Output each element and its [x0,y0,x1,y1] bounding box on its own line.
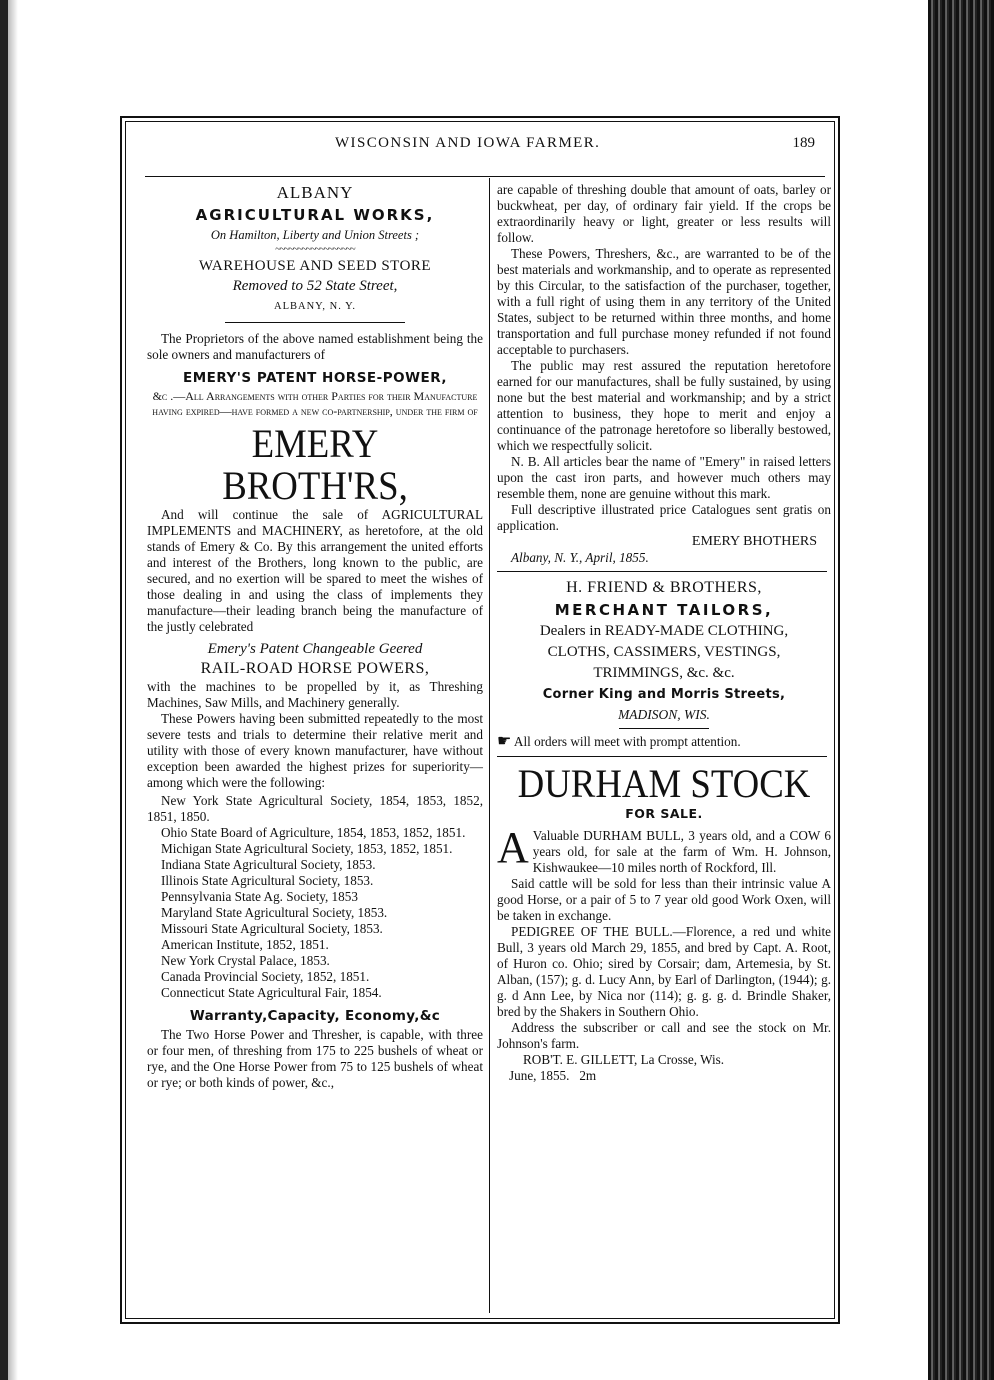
page-edges [928,0,994,1380]
dealers-line-3: TRIMMINGS, &c. &c. [593,665,735,681]
award-item: American Institute, 1852, 1851. [161,937,329,952]
signature-line: EMERY BHOTHERS [691,534,817,549]
catalogues-paragraph: Full descriptive illustrated price Catalogues sent gratis on application. [497,502,831,533]
warranty-paragraph: These Powers, Threshers, &c., are warranted to be of the best materials and workmanship, and to operate as represented by this Circular, to the satisfaction of the purchaser, together, with a full right of using them in any territory of the United States, subject to be returned within three months, and home transportation and full purchase money refunded if not found acceptable to purchasers. [497,246,831,357]
patent-heading: EMERY'S PATENT HORSE-POWER, [182,370,448,386]
page-number: 189 [792,135,815,151]
albany-heading: ALBANY [276,183,354,202]
award-item: Indiana State Agricultural Society, 1853. [161,857,376,872]
removed-line: Removed to 52 State Street, [232,278,398,294]
railroad-heading: RAIL-ROAD HORSE POWERS, [200,660,430,677]
ornament-wavy: ~~~~~~~~~~~~~~~~~~ [275,244,355,255]
capacity-continued: are capable of threshing double that amount of oats, barley or buckwheat, per day, of ordinary fair yield. If the crops be extraordinarily heavy or light, greater or less results will follow. [497,182,831,245]
dealers-line-1: Dealers in READY-MADE CLOTHING, [539,623,789,639]
changeable-line: Emery's Patent Changeable Geered [207,641,423,657]
short-rule [619,728,709,729]
machines-paragraph: with the machines to be propelled by it, as Threshing Machines, Saw Mills, and Machinery generally. [147,679,483,710]
friend-heading: H. FRIEND & BROTHERS, [566,579,762,596]
corner-line: Corner King and Morris Streets, [542,687,786,702]
dateline: Albany, N. Y., April, 1855. [511,550,649,565]
right-column [497,182,831,1084]
drop-cap: A [497,823,529,872]
city-line: ALBANY, N. Y. [274,301,356,312]
award-item: Ohio State Board of Agriculture, 1854, 1853, 1852, 1851. [161,825,466,840]
orders-line: All orders will meet with prompt attention. [513,734,741,749]
award-item: Michigan State Agricultural Society, 1853, 1852, 1851. [161,841,453,856]
nb-paragraph: N. B. All articles bear the name of "Emery" in raised letters upon the cast iron parts, and however much others may resemble them, none are genuine without this mark. [497,454,831,501]
running-header [135,135,825,157]
works-heading: AGRICULTURAL WORKS, [195,206,435,224]
column-rule [489,178,490,1313]
tailors-heading: MERCHANT TAILORS, [554,601,774,619]
ad-separator-2 [497,756,827,757]
award-item: Illinois State Agricultural Society, 1853. [161,873,374,888]
june-line: June, 1855. 2m [509,1068,597,1083]
pedigree-paragraph: PEDIGREE OF THE BULL.—Florence, a red und white Bull, 3 years old March 29, 1855, and bred by Capt. A. Root, of Huron co. Ohio; sired by Corsair; dam, Artemesia, by St. Alban, (157); g. d. Lucy Ann, by Earl of Darlington, (1944); g. g. d Ann Lee, by Nica nor (114); g. g. g. d. Brindle Shaker, bred by the Shakers in Southern Ohio. [497,924,831,1019]
capacity-paragraph: The Two Horse Power and Thresher, is capable, with three or four men, of threshing from 175 to 225 bushels of wheat or rye, and the One Horse Power from 75 to 125 bushels of wheat or rye; or both kinds of power, &c., [147,1027,483,1090]
firm-name-heading: EMERY BROTH'RS, [222,421,408,508]
award-item: Maryland State Agricultural Society, 1853. [161,905,388,920]
sale-paragraph: And will continue the sale of AGRICULTURAL IMPLEMENTS and MACHINERY, as heretofore, at the old stands of Emery & Co. By this arrangement the united efforts and interest of the Brothers, long known to the public, are secured, and no exertion will be spared to meet the wishes of those dealing in and using the class of implements they manufacture—their leading branch being the manufacture of the justly celebrated [147,507,483,634]
left-column [147,182,483,1091]
book-gutter [0,0,8,1380]
dealers-line-2: CLOTHS, CASSIMERS, VESTINGS, [547,644,781,660]
award-item: Connecticut State Agricultural Fair, 1854. [161,985,382,1000]
for-sale-line: FOR SALE. [625,806,703,821]
award-item: Pennsylvania State Ag. Society, 1853 [161,889,358,904]
awards-list [147,793,483,1001]
arrangements-paragraph: &c .—All Arrangements with other Parties for their Manufacture having expired—have formed a new co-partnership, under the firm of [152,389,478,418]
trials-paragraph: These Powers having been submitted repeatedly to the most severe tests and trials to determine their relative merit and utility with those of every known manufacturer, have without exception been awarded the highest prizes for superiority—among which were the following: [147,711,483,790]
gillett-line: ROB'T. E. GILLETT, La Crosse, Wis. [523,1052,725,1067]
ad-separator [497,571,827,572]
award-item: New York State Agricultural Society, 1854, 1853, 1852, 1851, 1850. [147,793,483,824]
bull-paragraph: Valuable DURHAM BULL, 3 years old, and a COW 6 years old, for sale at the farm of Wm. H. Johnson, Kishwaukee—10 miles north of Rockford, Ill. [532,828,831,875]
reputation-paragraph: The public may rest assured the reputation heretofore earned for our manufactures, shall be fully sustained, by using none but the best material and workmanship; and by a strict attention to business, they hope to merit and enjoy a continuance of the patronage heretofore so liberally bestowed, which we respectfully solicit. [497,358,831,453]
intro-paragraph: The Proprietors of the above named establishment being the sole owners and manufacturers of [147,331,483,362]
cattle-paragraph: Said cattle will be sold for less than their intrinsic value A good Horse, or a pair of 5 to 7 year old good Work Oxen, will be taken in exchange. [497,876,831,923]
address-paragraph: Address the subscriber or call and see the stock on Mr. Johnson's farm. [497,1020,831,1051]
madison-line: MADISON, WIS. [618,707,710,722]
warranty-heading: Warranty,Capacity, Economy,&c [189,1008,441,1024]
journal-title: WISCONSIN AND IOWA FARMER. [335,135,601,151]
award-item: Missouri State Agricultural Society, 1853. [161,921,383,936]
durham-heading: DURHAM STOCK [517,761,811,806]
pointing-hand-icon: ☛ [497,733,512,750]
streets-line: On Hamilton, Liberty and Union Streets ; [210,228,420,242]
header-rule [145,176,825,177]
award-item: Canada Provincial Society, 1852, 1851. [161,969,370,984]
separator [225,322,405,323]
award-item: New York Crystal Palace, 1853. [161,953,330,968]
warehouse-heading: WAREHOUSE AND SEED STORE [198,258,432,274]
book-gutter-shadow [8,0,18,1380]
